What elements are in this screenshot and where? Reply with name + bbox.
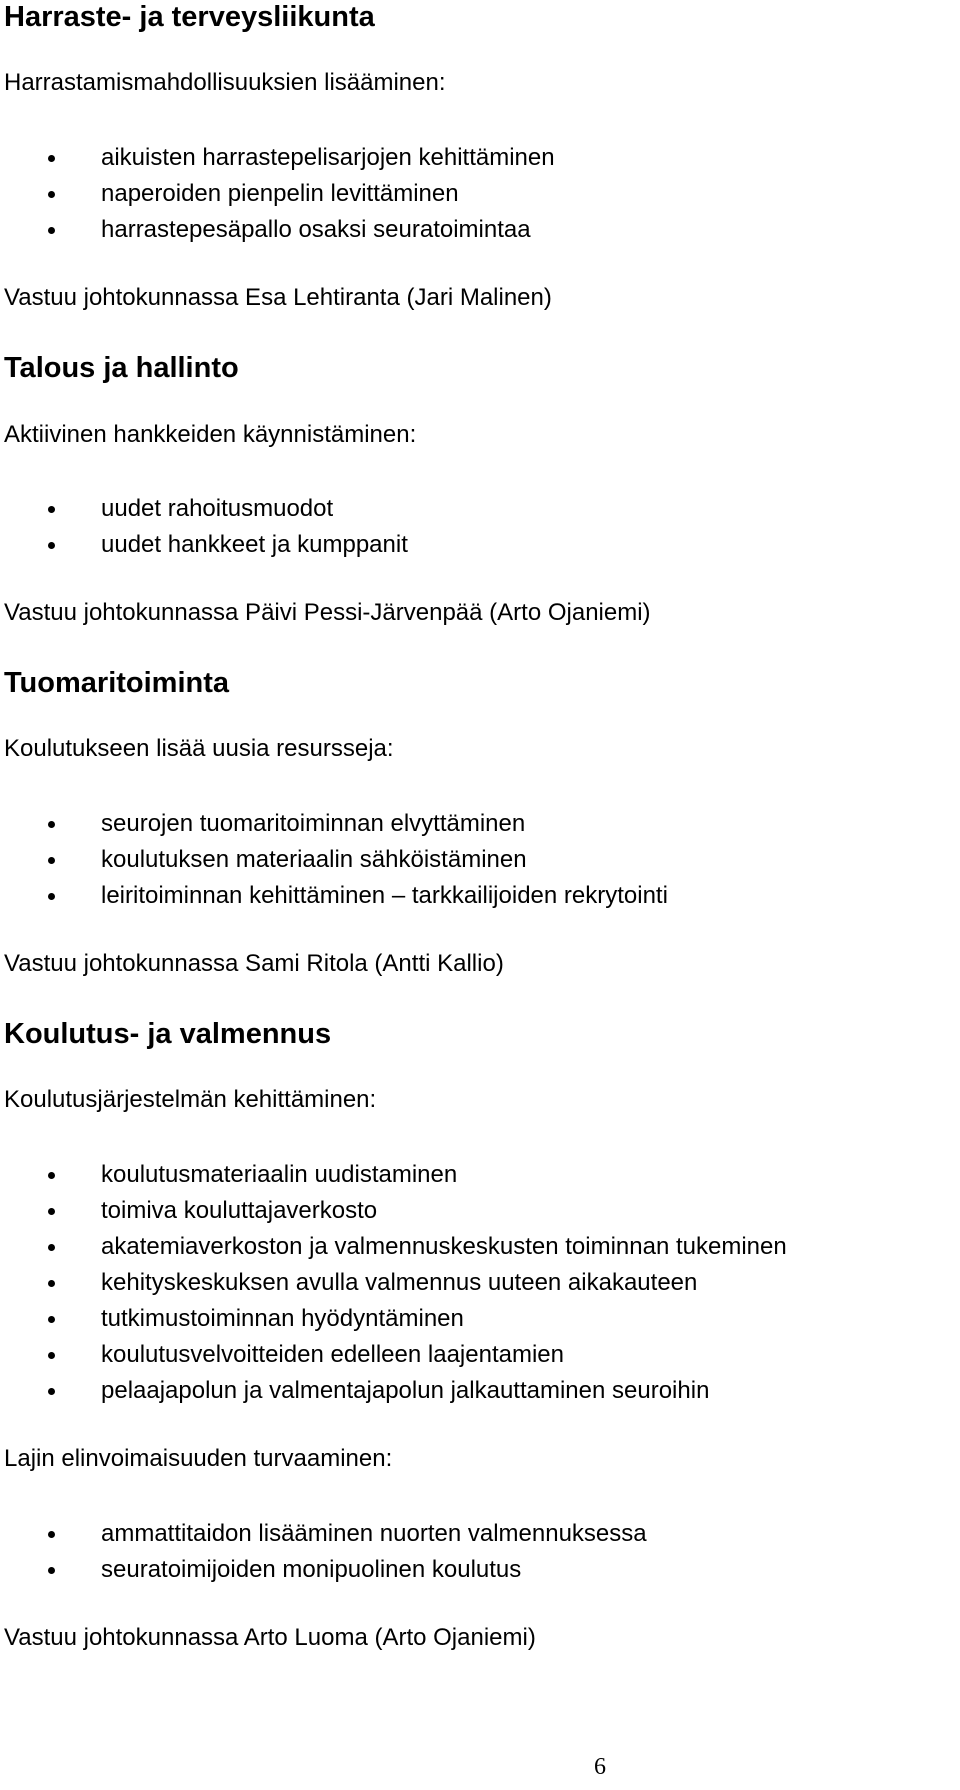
list-item-text: koulutusmateriaalin uudistaminen bbox=[101, 1161, 458, 1188]
section-heading: Talous ja hallinto bbox=[4, 352, 239, 384]
section-heading: Harraste- ja terveysliikunta bbox=[4, 1, 375, 33]
responsible-line: Vastuu johtokunnassa Päivi Pessi-Järvenpää (Arto Ojaniemi) bbox=[4, 599, 651, 626]
section-intro: Harrastamismahdollisuuksien lisääminen: bbox=[4, 69, 446, 96]
list-item-text: leiritoiminnan kehittäminen – tarkkailijoiden rekrytointi bbox=[101, 882, 668, 909]
bullet-icon bbox=[48, 1352, 55, 1359]
list-item-text: aikuisten harrastepelisarjojen kehittäminen bbox=[101, 144, 555, 171]
bullet-icon bbox=[48, 155, 55, 162]
bullet-icon bbox=[48, 857, 55, 864]
bullet-icon bbox=[48, 821, 55, 828]
list-item-text: koulutuksen materiaalin sähköistäminen bbox=[101, 846, 527, 873]
section-intro: Koulutukseen lisää uusia resursseja: bbox=[4, 735, 394, 762]
list-item-text: seuratoimijoiden monipuolinen koulutus bbox=[101, 1556, 522, 1583]
bullet-icon bbox=[48, 191, 55, 198]
section-intro: Aktiivinen hankkeiden käynnistäminen: bbox=[4, 421, 417, 448]
responsible-line: Vastuu johtokunnassa Arto Luoma (Arto Ojaniemi) bbox=[4, 1624, 536, 1651]
list-item-text: seurojen tuomaritoiminnan elvyttäminen bbox=[101, 810, 526, 837]
section-intro: Koulutusjärjestelmän kehittäminen: bbox=[4, 1086, 377, 1113]
bullet-icon bbox=[48, 893, 55, 900]
bullet-icon bbox=[48, 506, 55, 513]
bullet-icon bbox=[48, 227, 55, 234]
page-number: 6 bbox=[594, 1754, 606, 1780]
bullet-icon bbox=[48, 1244, 55, 1251]
list-item-text: uudet rahoitusmuodot bbox=[101, 495, 334, 522]
list-item-text: akatemiaverkoston ja valmennuskeskusten toiminnan tukeminen bbox=[101, 1233, 787, 1260]
list-item-text: pelaajapolun ja valmentajapolun jalkauttaminen seuroihin bbox=[101, 1377, 710, 1404]
bullet-icon bbox=[48, 1567, 55, 1574]
list-item-text: kehityskeskuksen avulla valmennus uuteen aikakauteen bbox=[101, 1269, 698, 1296]
bullet-icon bbox=[48, 1280, 55, 1287]
bullet-icon bbox=[48, 1388, 55, 1395]
list-item-text: ammattitaidon lisääminen nuorten valmennuksessa bbox=[101, 1520, 647, 1547]
bullet-icon bbox=[48, 1531, 55, 1538]
bullet-icon bbox=[48, 1208, 55, 1215]
list-item-text: tutkimustoiminnan hyödyntäminen bbox=[101, 1305, 464, 1332]
section-heading: Tuomaritoiminta bbox=[4, 667, 230, 699]
list-item-text: toimiva kouluttajaverkosto bbox=[101, 1197, 378, 1224]
list-item-text: harrastepesäpallo osaksi seuratoimintaa bbox=[101, 216, 531, 243]
list-item-text: koulutusvelvoitteiden edelleen laajentamien bbox=[101, 1341, 564, 1368]
list-item-text: naperoiden pienpelin levittäminen bbox=[101, 180, 459, 207]
bullet-icon bbox=[48, 542, 55, 549]
bullet-icon bbox=[48, 1316, 55, 1323]
bullet-icon bbox=[48, 1172, 55, 1179]
responsible-line: Vastuu johtokunnassa Esa Lehtiranta (Jari Malinen) bbox=[4, 284, 552, 311]
list-item-text: uudet hankkeet ja kumppanit bbox=[101, 531, 408, 558]
responsible-line: Vastuu johtokunnassa Sami Ritola (Antti Kallio) bbox=[4, 950, 504, 977]
section-intro: Lajin elinvoimaisuuden turvaaminen: bbox=[4, 1445, 393, 1472]
section-heading: Koulutus- ja valmennus bbox=[4, 1018, 332, 1050]
